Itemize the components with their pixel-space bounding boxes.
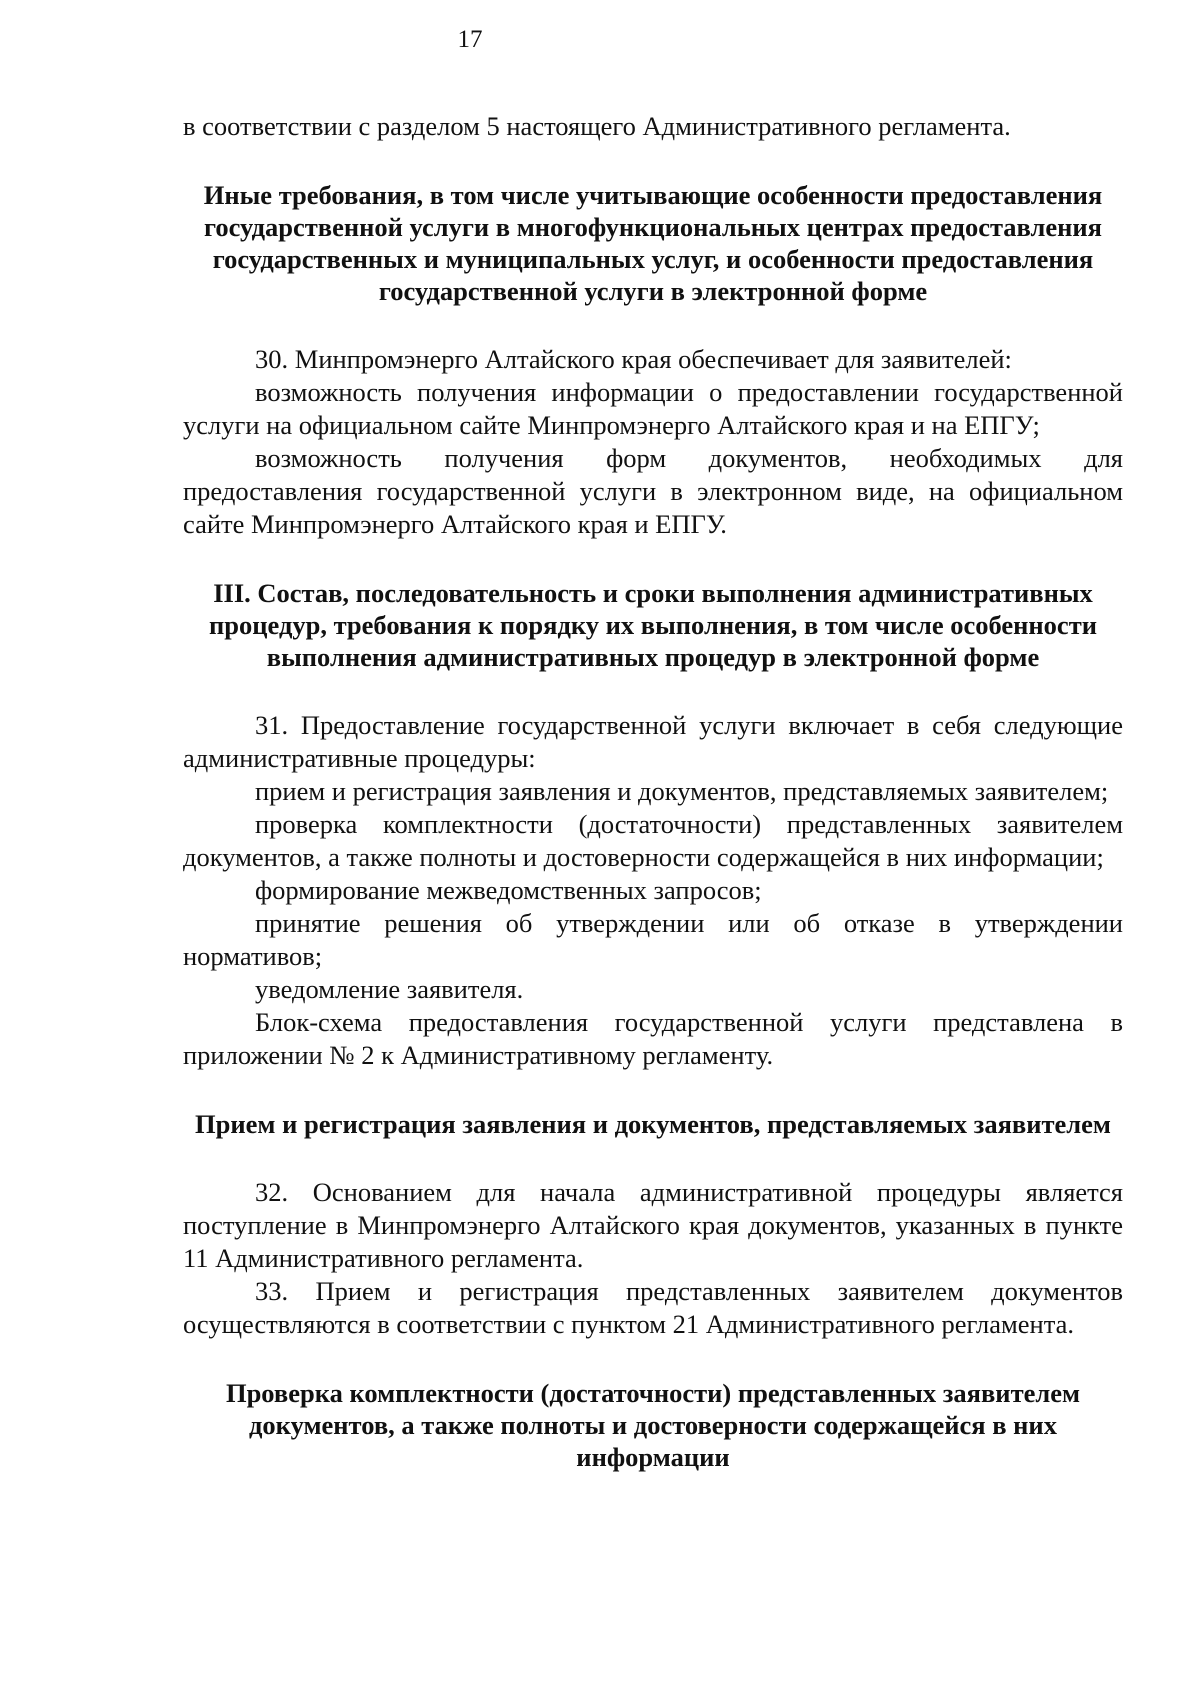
paragraph-31-block-scheme: Блок-схема предоставления государственной услуги представлена в приложении № 2 к Административному регламенту. [183,1007,1123,1070]
intro-line: в соответствии с разделом 5 настоящего Административного регламента. [183,111,1011,141]
paragraph-31-item-d: принятие решения об утверждении или об отказе в утверждении нормативов; [183,908,1123,971]
paragraph-33: 33. Прием и регистрация представленных заявителем документов осуществляются в соответствии с пунктом 21 Административного регламента. [183,1276,1123,1339]
paragraph-30: 30. Минпромэнерго Алтайского края обеспечивает для заявителей: [255,344,1012,374]
section-heading-reception: Прием и регистрация заявления и документов, представляемых заявителем [195,1109,1111,1139]
section-heading-other-requirements: Иные требования, в том числе учитывающие особенности предоставления государственной услуги в многофункциональных центрах предоставления государственных и муниципальных услуг, и особенности предоставления государственной услуги в электронной форме [203,180,1103,306]
paragraph-31-item-a: прием и регистрация заявления и документов, представляемых заявителем; [255,776,1109,806]
page-number: 17 [457,26,483,53]
paragraph-30-item-a: возможность получения информации о предоставлении государственной услуги на официальном сайте Минпромэнерго Алтайского края и на ЕПГУ; [183,377,1123,440]
paragraph-31-item-b: проверка комплектности (достаточности) представленных заявителем документов, а также полноты и достоверности содержащейся в них информации; [183,809,1123,872]
section-heading-iii: III. Состав, последовательность и сроки выполнения административных процедур, требования к порядку их выполнения, в том числе особенности выполнения административных процедур в электронной форме [209,578,1097,672]
section-heading-verification: Проверка комплектности (достаточности) представленных заявителем документов, а также полноты и достоверности содержащейся в них информации [225,1378,1081,1472]
paragraph-31: 31. Предоставление государственной услуги включает в себя следующие административные процедуры: [183,710,1123,773]
paragraph-30-item-b: возможность получения форм документов, необходимых для предоставления государственной услуги в электронном виде, на официальном сайте Минпромэнерго Алтайского края и ЕПГУ. [183,443,1123,539]
paragraph-31-item-e: уведомление заявителя. [255,974,524,1004]
page-content [183,110,1123,1473]
paragraph-31-item-c: формирование межведомственных запросов; [255,875,762,905]
paragraph-32: 32. Основанием для начала административной процедуры является поступление в Минпромэнерго Алтайского края документов, указанных в пункте 11 Административного регламента. [183,1177,1123,1273]
